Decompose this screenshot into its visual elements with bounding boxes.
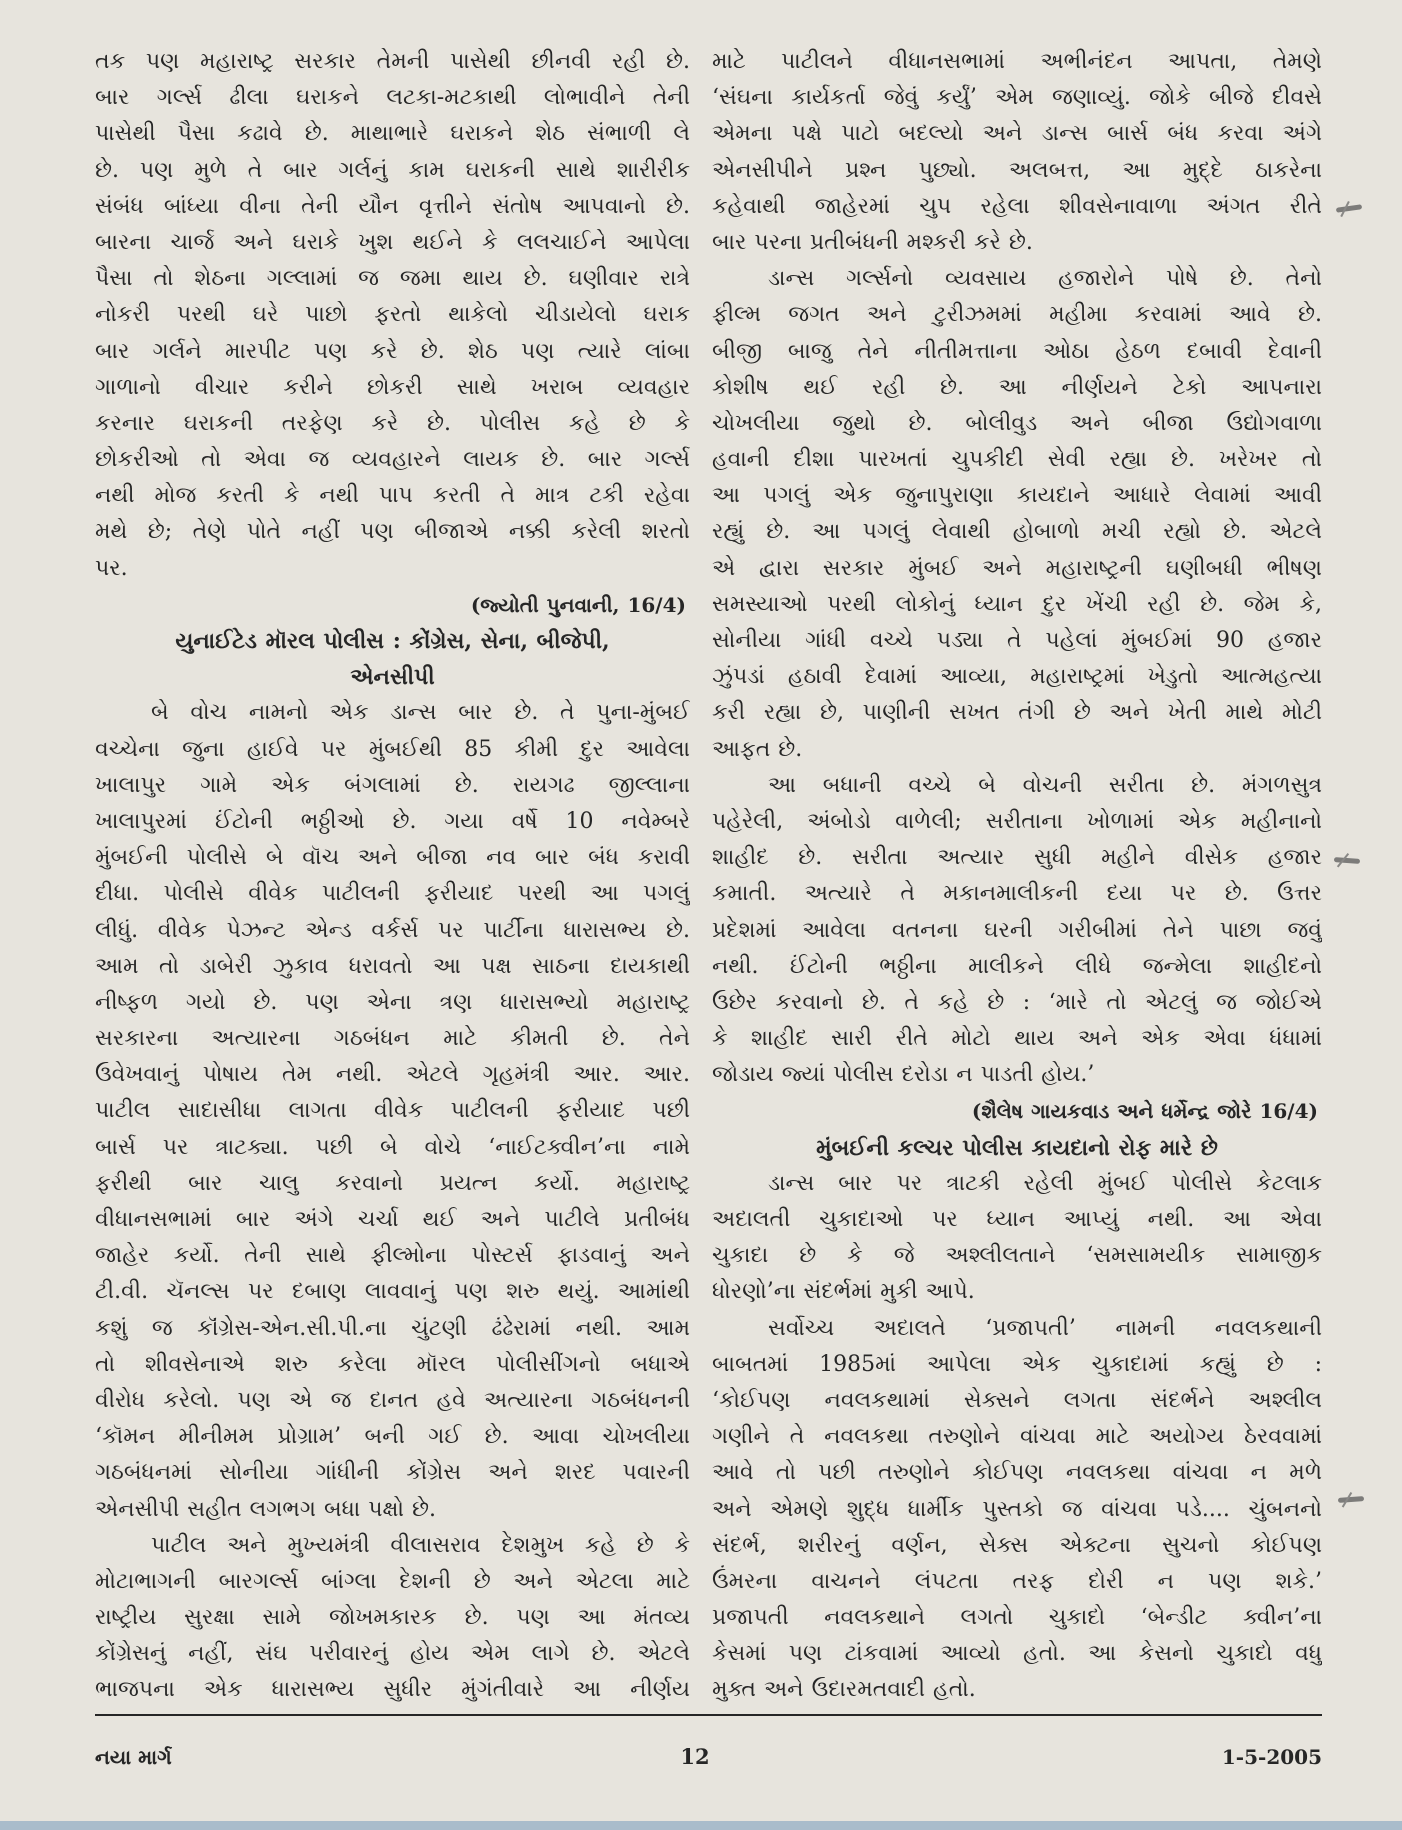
- text-line: કરનાર ઘરાકની તરફેણ કરે છે. પોલીસ કહે છે કે: [95, 410, 690, 436]
- text-line: આમ તો ડાબેરી ઝુકાવ ધરાવતો આ પક્ષ સાઠના દાયકાથી: [95, 953, 690, 979]
- binding-mark: [1338, 1496, 1364, 1503]
- text-line: બારના ચાર્જ અને ઘરાકે ખુશ થઈને કે લલચાઈને આપેલા: [95, 229, 690, 255]
- text-line: પાટીલ સાદાસીધા લાગતા વીવેક પાટીલની ફરીયાદ પછી: [95, 1098, 690, 1124]
- text-line: પહેરેલી, અંબોડો વાળેલી; સરીતાના ખોળામાં એક મહીનાનો: [712, 808, 1322, 834]
- text-line: નથી મોજ કરતી કે નથી પાપ કરતી તે માત્ર ટકી રહેવા: [95, 483, 690, 509]
- text-line: કોંગ્રેસનું નહીં, સંઘ પરીવારનું હોય એમ લાગે છે. એટલે: [95, 1641, 690, 1667]
- paragraph: [95, 1528, 690, 1709]
- text-line: એ દ્વારા સરકાર મુંબઈ અને મહારાષ્ટ્રની ઘણીબધી ભીષણ: [712, 555, 1322, 581]
- text-line: મુક્ત અને ઉદારમતવાદી હતો.: [712, 1677, 976, 1703]
- text-line: ચોખલીયા જુથો છે. બોલીવુડ અને બીજા ઉદ્યોગવાળા: [712, 410, 1322, 436]
- text-line: ‘કૉમન મીનીમમ પ્રોગ્રામ’ બની ગઈ છે. આવા ચોખલીયા: [95, 1424, 690, 1450]
- text-line: વીરોધ કરેલો. પણ એ જ દાનત હવે અત્યારના ગઠબંધનની: [95, 1387, 690, 1413]
- text-line: બાર ગર્લને મારપીટ પણ કરે છે. શેઠ પણ ત્યારે લાંબા: [95, 338, 690, 364]
- text-line: પ્રજાપતી નવલકથાને લગતો ચુકાદો ‘બેન્ડીટ ક્વીન’ના: [712, 1605, 1322, 1631]
- text-line: પાસેથી પૈસા કઢાવે છે. માથાભારે ઘરાકને શેઠ સંભાળી લે: [95, 121, 690, 147]
- text-line: કે શાહીદ સારી રીતે મોટો થાય અને એક એવા ધંધામાં: [712, 1026, 1322, 1052]
- paragraph: [95, 695, 690, 1527]
- footer-rule: [95, 1714, 1322, 1716]
- text-line: ગાળાનો વીચાર કરીને છોકરી સાથે ખરાબ વ્યવહાર: [95, 374, 690, 400]
- binding-mark: [1336, 204, 1362, 213]
- text-line: કરી રહ્યા છે, પાણીની સખત તંગી છે અને ખેતી માથે મોટી: [712, 700, 1322, 726]
- text-line: ધોરણો’ના સંદર્ભમાં મુકી આપે.: [712, 1279, 975, 1305]
- text-line: ડાન્સ ગર્લ્સનો વ્યવસાય હજારોને પોષે છે. તેનો: [768, 266, 1322, 292]
- text-line: મુંબઈની પોલીસે બે વૉચ અને બીજા નવ બાર બંધ કરાવી: [95, 845, 690, 871]
- text-line: જોડાય જ્યાં પોલીસ દરોડા ન પાડતી હોય.’: [712, 1062, 1095, 1088]
- text-line: ઉવેખવાનું પોષાય તેમ નથી. એટલે ગૃહમંત્રી આર. આર.: [95, 1062, 690, 1088]
- text-line: ચુકાદા છે કે જે અશ્લીલતાને ‘સમસામયીક સામાજીક: [712, 1243, 1322, 1269]
- text-line: પ્રદેશમાં આવેલા વતનના ઘરની ગરીબીમાં તેને પાછા જવું: [712, 917, 1322, 943]
- text-line: પાટીલ અને મુખ્યમંત્રી વીલાસરાવ દેશમુખ કહે છે કે: [151, 1532, 690, 1558]
- text-line: સમસ્યાઓ પરથી લોકોનું ધ્યાન દુર ખેંચી રહી છે. જેમ કે,: [712, 591, 1322, 617]
- text-line: દીધા. પોલીસે વીવેક પાટીલની ફરીયાદ પરથી આ પગલું: [95, 881, 690, 907]
- text-line: હવાની દીશા પારખતાં ચુપકીદી સેવી રહ્યા છે. ખરેખર તો: [712, 447, 1322, 473]
- text-line: મોટાભાગની બારગર્લ્સ બાંગ્લા દેશની છે અને એટલા માટે: [95, 1568, 690, 1594]
- text-line: પૈસા તો શેઠના ગલ્લામાં જ જમા થાય છે. ઘણીવાર રાત્રે: [95, 266, 690, 292]
- heading-line: મુંબઈની કલ્ચર પોલીસ કાયદાનો રોફ મારે છે: [816, 1134, 1218, 1161]
- text-line: કશું જ કૉંગ્રેસ-એન.સી.પી.ના ચુંટણી ઢંઢેરામાં નથી. આમ: [95, 1315, 690, 1341]
- paragraph: [712, 1166, 1322, 1311]
- text-line: અને એમણે શુદ્ધ ધાર્મીક પુસ્તકો જ વાંચવા પડે.... ચુંબનનો: [712, 1496, 1322, 1522]
- text-line: બાર ગર્લ્સ ઢીલા ઘરાકને લટકા-મટકાથી લોભાવીને તેની: [95, 85, 690, 111]
- text-line: ફરીથી બાર ચાલુ કરવાનો પ્રયત્ન કર્યો. મહારાષ્ટ્ર: [95, 1170, 690, 1196]
- paragraph: [712, 1311, 1322, 1709]
- paragraph: [95, 44, 690, 587]
- text-line: બાર પરના પ્રતીબંધની મશ્કરી કરે છે.: [712, 229, 1033, 255]
- heading-line: યુનાઈટેડ મૉરલ પોલીસ : કોંગ્રેસ, સેના, બીજેપી,: [175, 628, 610, 654]
- text-line: શાહીદ છે. સરીતા અત્યાર સુધી મહીને વીસેક હજાર: [712, 845, 1322, 871]
- text-line: આવે તો પછી તરુણોને કોઈપણ નવલકથા વાંચવા ન મળે: [712, 1460, 1322, 1486]
- text-line: બે વોચ નામનો એક ડાન્સ બાર છે. તે પુના-મુંબઈ: [151, 700, 690, 726]
- text-line: સંબંધ બાંધ્યા વીના તેની યૌન વૃત્તીને સંતોષ આપવાનો છે.: [95, 193, 690, 219]
- text-line: માટે પાટીલને વીધાનસભામાં અભીનંદન આપતા, તેમણે: [712, 49, 1322, 74]
- text-line: એમના પક્ષે પાટો બદલ્યો અને ડાન્સ બાર્સ બંધ કરવા અંગે: [712, 121, 1322, 147]
- text-line: પર.: [95, 555, 128, 581]
- text-line: રહ્યું છે. આ પગલું લેવાથી હોબાળો મચી રહ્યો છે. એટલે: [712, 519, 1322, 545]
- text-line: આ બધાની વચ્ચે બે વોચની સરીતા છે. મંગળસુત્ર: [768, 772, 1322, 798]
- text-line: નીષ્ફળ ગયો છે. પણ એના ત્રણ ધારાસભ્યો મહારાષ્ટ્ર: [95, 989, 690, 1015]
- heading-line: એનસીપી: [350, 664, 435, 691]
- text-line: રાષ્ટ્રીય સુરક્ષા સામે જોખમકારક છે. પણ આ મંતવ્ય: [95, 1605, 690, 1631]
- text-line: ઝુંપડાં હઠાવી દેવામાં આવ્યા, મહારાષ્ટ્રમાં ખેડુતો આત્મહત્યા: [712, 664, 1322, 690]
- text-line: ઉંમરના વાચનને લંપટતા તરફ દોરી ન પણ શકે.’: [712, 1568, 1322, 1594]
- text-line: ખાલાપુરમાં ઈંટોની ભઠ્ઠીઓ છે. ગયા વર્ષે 10 નવેમ્બરે: [95, 808, 690, 834]
- left-column: [95, 44, 690, 1709]
- text-line: બીજી બાજુ તેને નીતીમત્તાના ઓઠા હેઠળ દબાવી દેવાની: [712, 338, 1322, 364]
- paragraph: [712, 261, 1322, 768]
- paragraph: [712, 44, 1322, 261]
- text-line: તક પણ મહારાષ્ટ્ર સરકાર તેમની પાસેથી છીનવી રહી છે.: [95, 49, 690, 74]
- text-line: કમાતી. અત્યારે તે મકાનમાલીકની દયા પર છે. ઉત્તર: [712, 881, 1322, 907]
- text-line: આ પગલું એક જુનાપુરાણા કાયદાને આધારે લેવામાં આવી: [712, 483, 1322, 509]
- issue-date: 1-5-2005: [1221, 1745, 1322, 1769]
- scan-edge: [0, 1821, 1402, 1830]
- text-line: બાર્સ પર ત્રાટક્યા. પછી બે વોચે ‘નાઈટક્વીન’ના નામે: [95, 1134, 690, 1160]
- text-line: છોકરીઓ તો એવા જ વ્યવહારને લાયક છે. બાર ગર્લ્સ: [95, 447, 690, 473]
- text-line: ઉછેર કરવાનો છે. તે કહે છે : ‘મારે તો એટલું જ જોઈએ: [712, 989, 1322, 1015]
- article-credit: (શૈલેષ ગાયકવાડ અને ધર્મેન્દ્ર જોરે 16/4): [971, 1099, 1318, 1124]
- text-line: ખાલાપુર ગામે એક બંગલામાં છે. રાયગઢ જીલ્લાના: [95, 772, 690, 798]
- text-line: ગઠબંધનમાં સોનીયા ગાંધીની કોંગ્રેસ અને શરદ પવારની: [95, 1460, 690, 1486]
- text-line: તો શીવસેનાએ શરુ કરેલા મૉરલ પોલીસીંગનો બધાએ: [95, 1351, 690, 1377]
- page-number: 12: [680, 1744, 710, 1769]
- text-line: ફીલ્મ જગત અને ટુરીઝમમાં મહીમા કરવામાં આવે છે.: [712, 302, 1322, 328]
- section-heading: [712, 1130, 1322, 1166]
- text-line: જાહેર કર્યો. તેની સાથે ફીલ્મોના પોસ્ટર્સ ફાડવાનું અને: [95, 1243, 690, 1269]
- text-line: ગણીને તે નવલકથા તરુણોને વાંચવા માટે અયોગ્ય ઠેરવવામાં: [712, 1424, 1322, 1450]
- text-line: કેસમાં પણ ટાંકવામાં આવ્યો હતો. આ કેસનો ચુકાદો વધુ: [712, 1641, 1322, 1667]
- text-line: વચ્ચેના જુના હાઈવે પર મુંબઈથી 85 કીમી દુર આવેલા: [95, 736, 690, 762]
- text-line: સંદર્ભ, શરીરનું વર્ણન, સેક્સ એક્ટના સુચનો કોઈપણ: [712, 1532, 1322, 1558]
- text-line: કહેવાથી જાહેરમાં ચુપ રહેલા શીવસેનાવાળા અંગત રીતે: [712, 193, 1322, 219]
- right-column: [712, 44, 1322, 1709]
- text-line: સરકારના અત્યારના ગઠબંધન માટે કીમતી છે. તેને: [95, 1026, 690, 1052]
- magazine-name: નયા માર્ગ: [95, 1745, 172, 1769]
- text-line: લીધું. વીવેક પેઝન્ટ એન્ડ વર્કર્સ પર પાર્ટીના ધારાસભ્ય છે.: [95, 917, 690, 943]
- text-line: ટી.વી. ચૅનલ્સ પર દબાણ લાવવાનું પણ શરુ થયું. આમાંથી: [95, 1279, 690, 1305]
- text-line: બાબતમાં 1985માં આપેલા એક ચુકાદામાં કહ્યું છે :: [712, 1351, 1322, 1377]
- text-line: સર્વોચ્ચ અદાલતે ‘પ્રજાપતી’ નામની નવલકથાની: [768, 1315, 1322, 1341]
- paragraph: [712, 768, 1322, 1094]
- text-line: ‘સંઘના કાર્યકર્તા જેવું કર્યું’ એમ જણાવ્યું. જોકે બીજે દીવસે: [712, 85, 1322, 111]
- article-credit: (જ્યોતી પુનવાની, 16/4): [470, 592, 686, 617]
- text-line: વીધાનસભામાં બાર અંગે ચર્ચા થઈ અને પાટીલે પ્રતીબંધ: [95, 1207, 690, 1232]
- text-line: છે. પણ મુળે તે બાર ગર્લનું કામ ઘરાકની સાથે શારીરીક: [95, 157, 690, 183]
- binding-mark: [1334, 857, 1360, 864]
- text-line: ‘કોઈપણ નવલકથામાં સેક્સને લગતા સંદર્ભને અશ્લીલ: [712, 1387, 1322, 1413]
- text-line: એનસીપી સહીત લગભગ બધા પક્ષો છે.: [95, 1496, 436, 1522]
- text-line: નથી. ઈંટોની ભઠ્ઠીના માલીકને લીધે જન્મેલા શાહીદનો: [712, 953, 1322, 979]
- text-line: ડાન્સ બાર પર ત્રાટકી રહેલી મુંબઈ પોલીસે કેટલાક: [768, 1170, 1322, 1196]
- text-line: સોનીયા ગાંધી વચ્ચે પડ્યા તે પહેલાં મુંબઈમાં 90 હજાર: [712, 628, 1322, 653]
- text-line: કોશીષ થઈ રહી છે. આ નીર્ણયને ટેકો આપનારા: [712, 374, 1322, 400]
- text-line: ભાજપના એક ધારાસભ્ય સુધીર મુંગંતીવારે આ નીર્ણય: [95, 1677, 690, 1703]
- text-line: અદાલતી ચુકાદાઓ પર ધ્યાન આપ્યું નથી. આ એવા: [712, 1207, 1322, 1232]
- text-line: નોકરી પરથી ઘરે પાછો ફરતો થાકેલો ચીડાયેલો ઘરાક: [95, 302, 690, 328]
- section-heading: [95, 623, 690, 695]
- text-line: એનસીપીને પ્રશ્ન પુછ્યો. અલબત્ત, આ મુદ્દે ઠાકરેના: [712, 157, 1322, 183]
- text-line: આફત છે.: [712, 736, 803, 762]
- text-line: મથે છે; તેણે પોતે નહીં પણ બીજાએ નક્કી કરેલી શરતો: [95, 519, 690, 545]
